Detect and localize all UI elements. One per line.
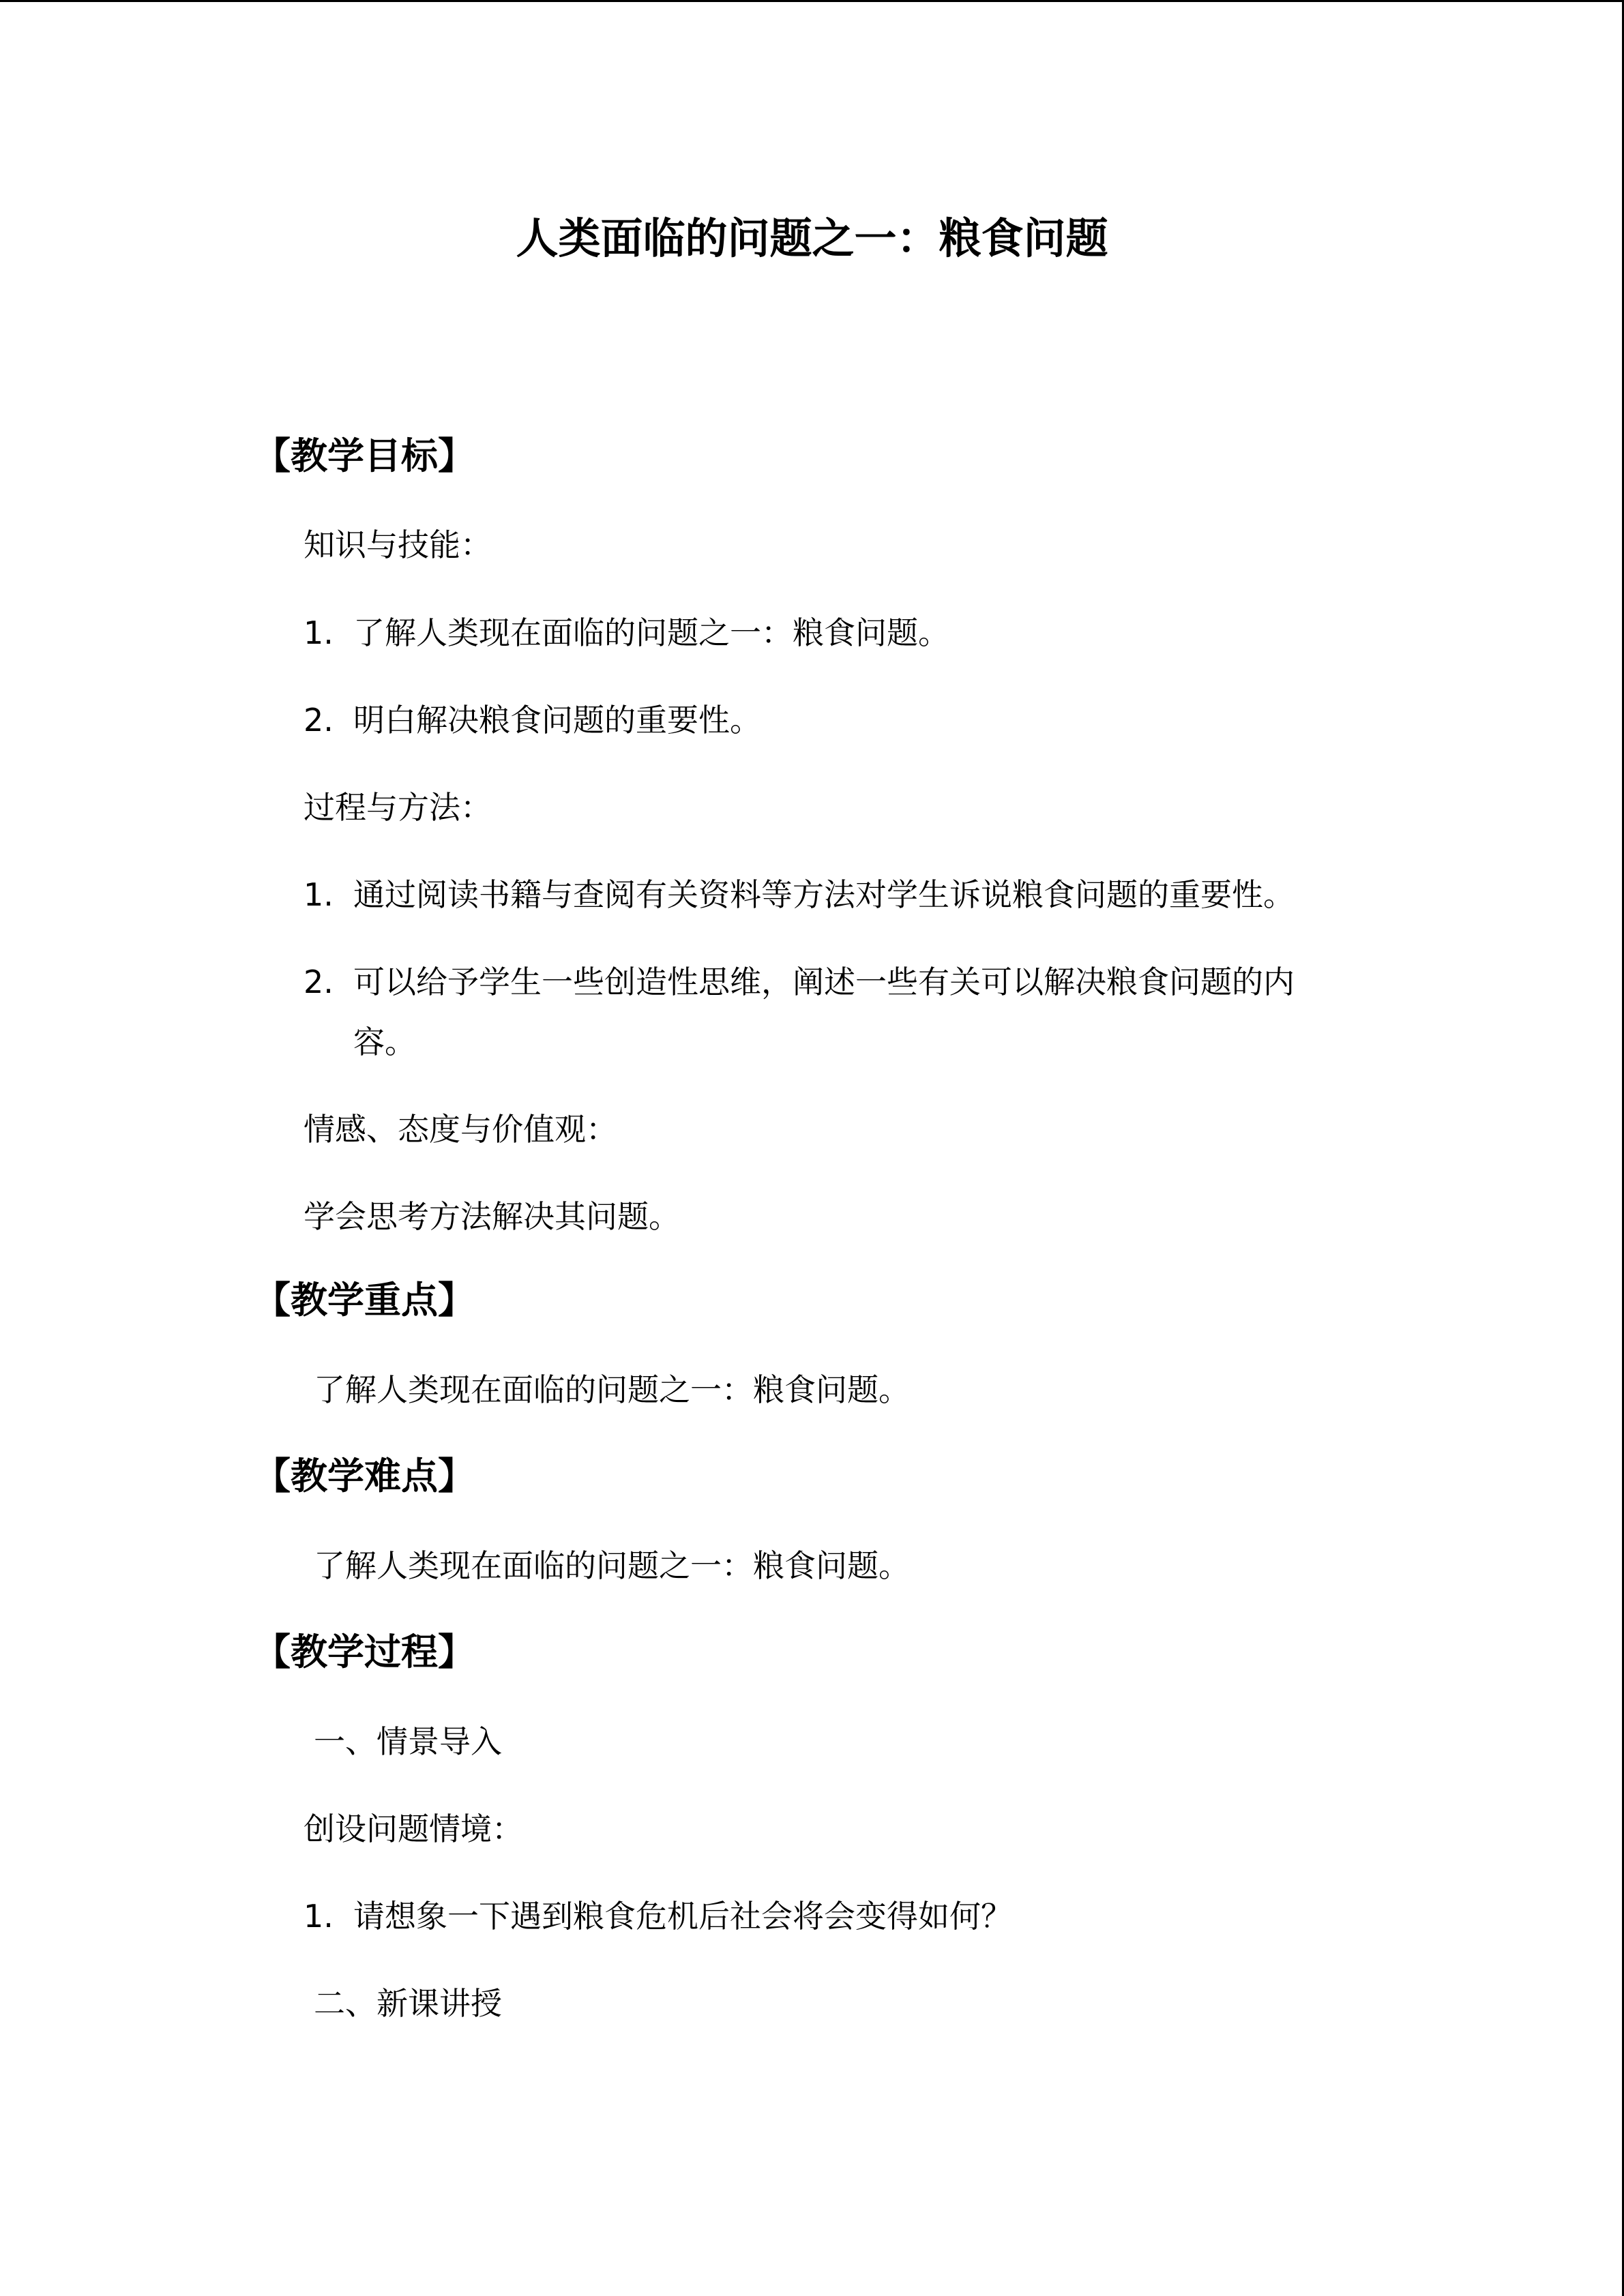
knowledge-item-2-text: 明白解决粮食问题的重要性。 [353,702,761,739]
knowledge-label: 知识与技能： [304,526,492,563]
scenario-label: 创设问题情境： [304,1810,523,1847]
process-item-1-text: 通过阅读书籍与查阅有关资料等方法对学生诉说粮食问题的重要性。 [353,876,1295,913]
heading-key-point: 【教学重点】 [254,1278,475,1322]
process-step-1: 一、情景导入 [314,1723,502,1760]
knowledge-item-1-number: 1. [304,614,334,651]
emotion-text: 学会思考方法解决其问题。 [304,1198,680,1235]
process-method-label: 过程与方法： [304,789,492,826]
process-item-2-number: 2. [304,964,334,1000]
scenario-item-1-number: 1. [304,1898,334,1935]
process-item-1-number: 1. [304,876,334,913]
knowledge-item-2-number: 2. [304,702,334,739]
difficulty-text: 了解人类现在面临的问题之一：粮食问题。 [314,1547,910,1584]
heading-difficulty: 【教学难点】 [254,1454,475,1497]
heading-teaching-goals: 【教学目标】 [254,434,475,477]
process-item-2-text: 可以给予学生一些创造性思维，阐述一些有关可以解决粮食问题的内 [353,964,1295,1000]
knowledge-item-1-text: 了解人类现在面临的问题之一：粮食问题。 [353,614,949,651]
process-step-2: 二、新课讲授 [314,1985,502,2022]
page-border-top [0,0,1624,2]
process-item-2-continuation: 容。 [353,1024,416,1060]
scenario-item-1-text: 请想象一下遇到粮食危机后社会将会变得如何？ [353,1898,1012,1935]
heading-teaching-process: 【教学过程】 [254,1630,475,1673]
emotion-label: 情感、态度与价值观： [304,1111,617,1148]
document-title: 人类面临的问题之一：粮食问题 [516,213,1108,263]
key-point-text: 了解人类现在面临的问题之一：粮食问题。 [314,1371,910,1408]
